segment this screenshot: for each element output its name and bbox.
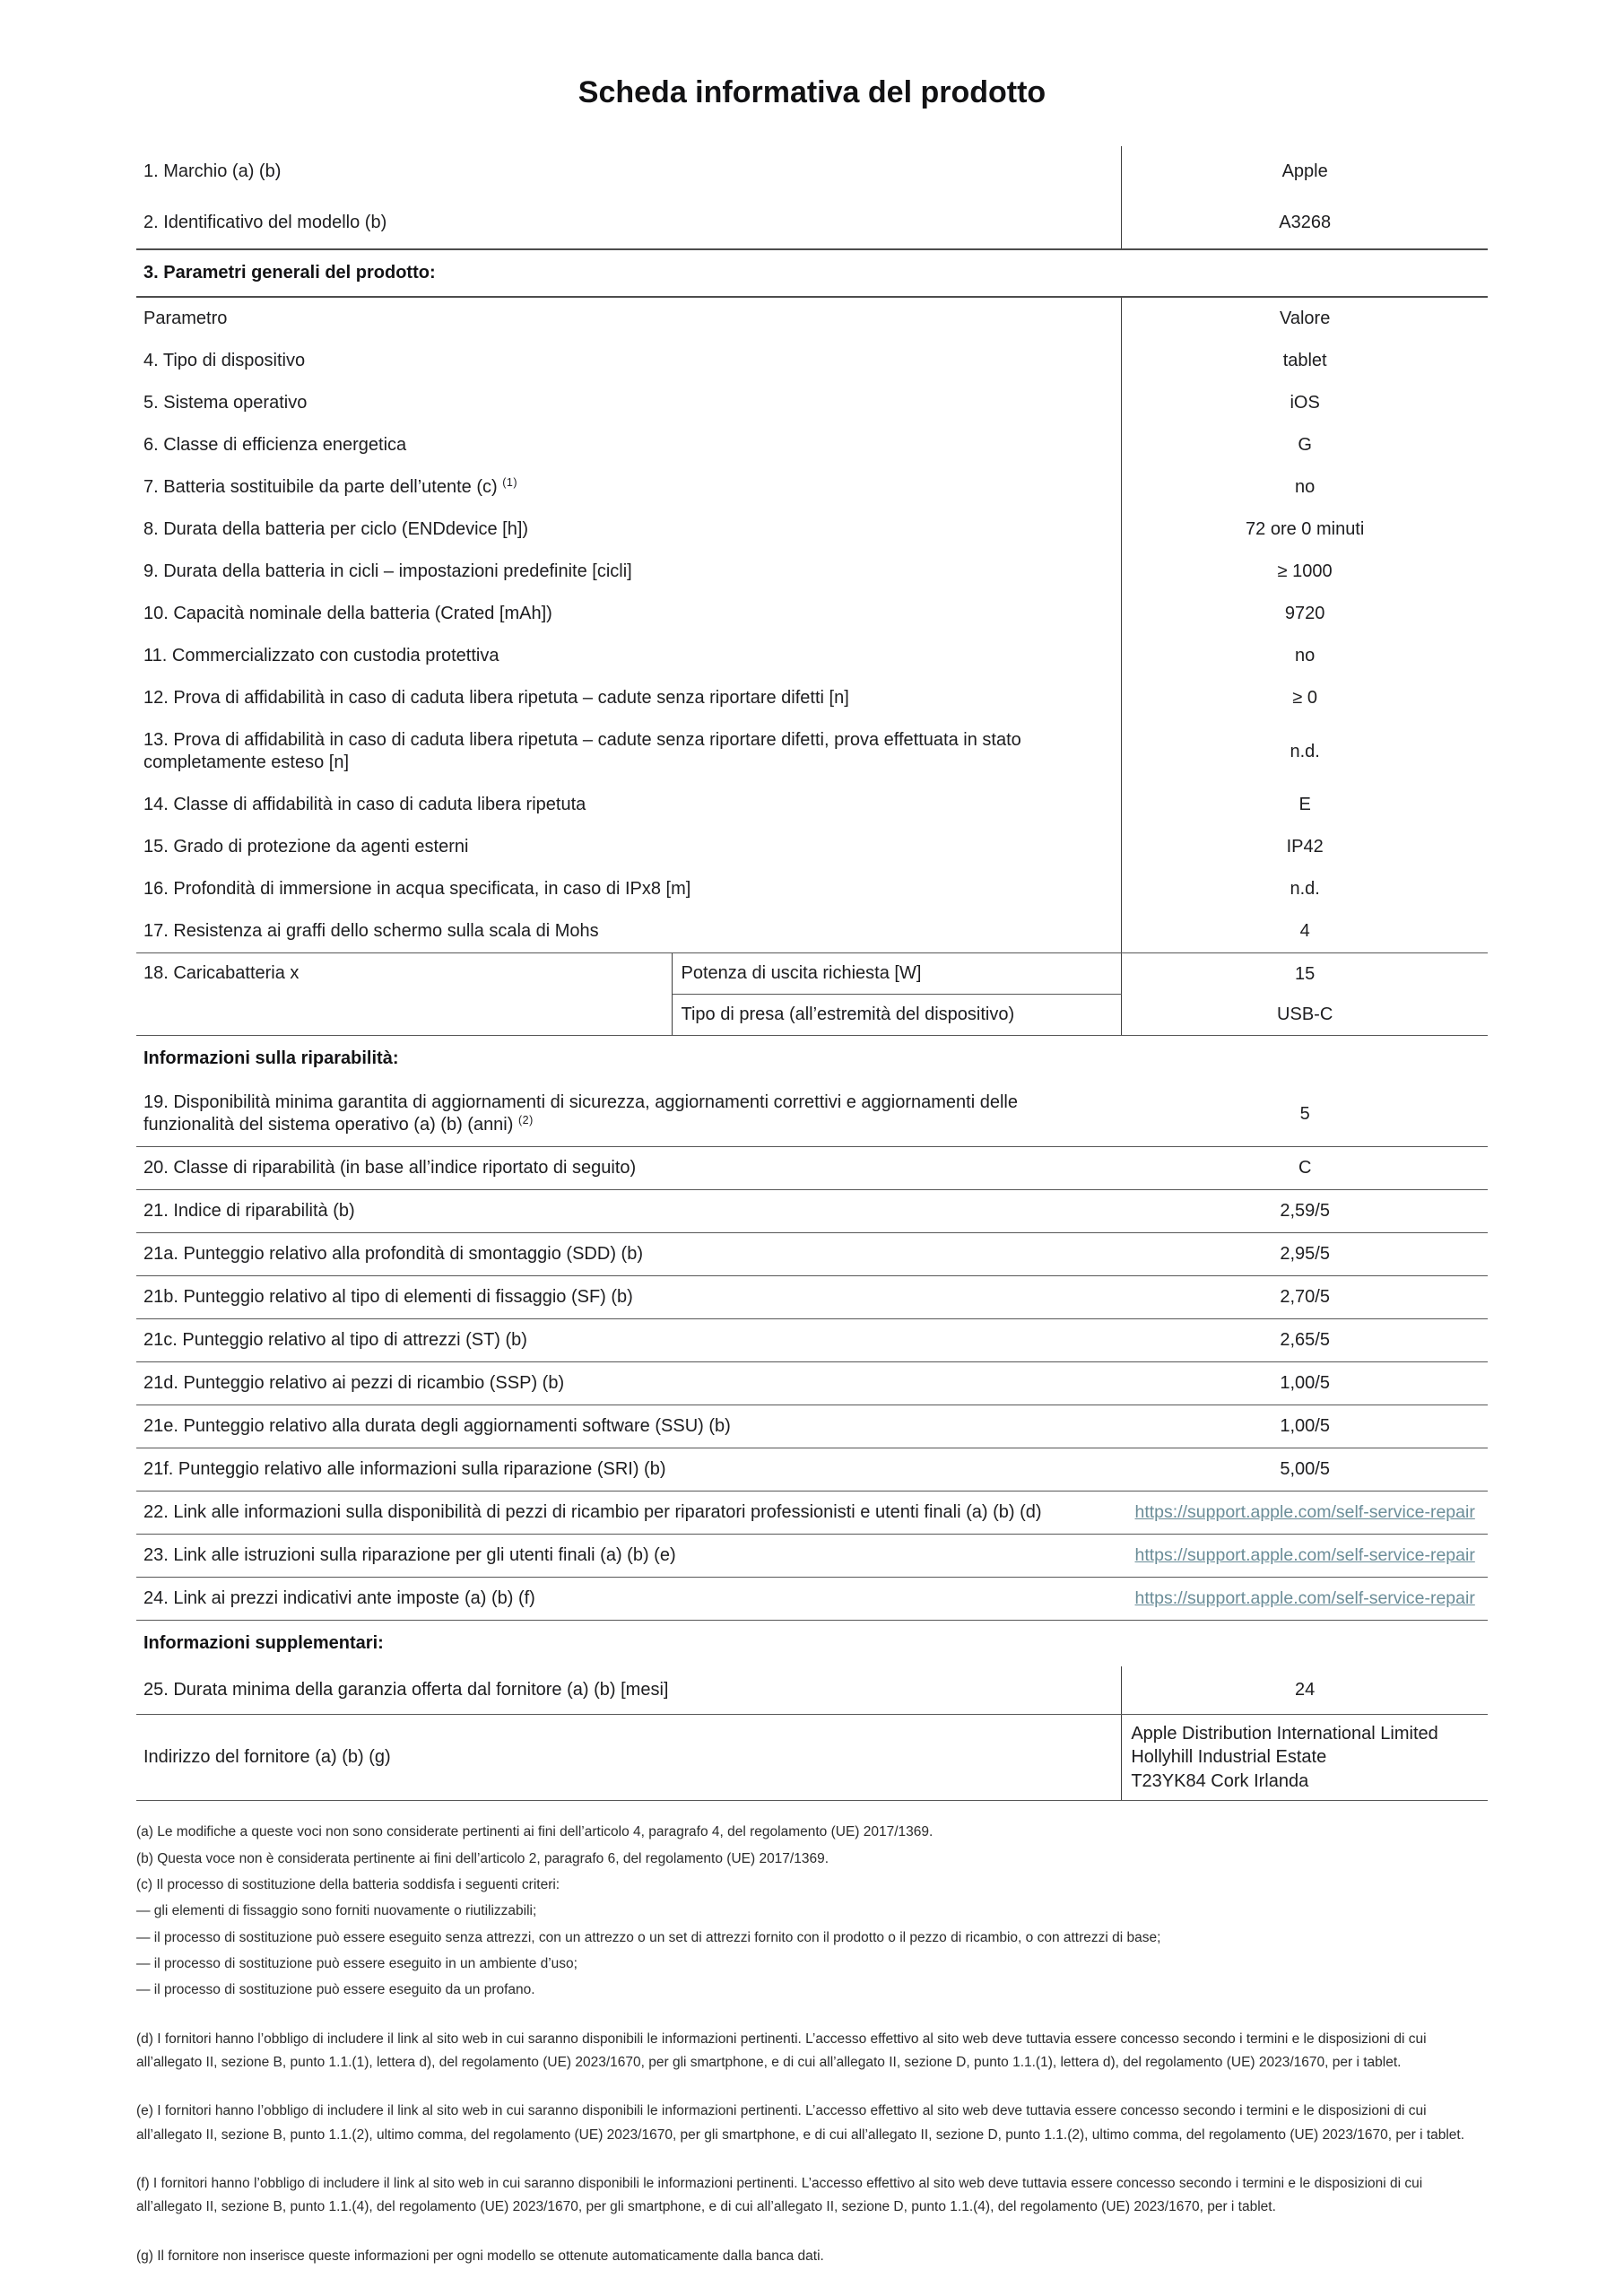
row-value: 2,59/5 [1280, 1201, 1330, 1221]
column-header-parameter: Parametro [136, 298, 1122, 340]
row-label: Indirizzo del fornitore (a) (b) (g) [136, 1715, 1122, 1800]
row-label: 21e. Punteggio relativo alla durata degli aggiornamenti software (SSU) (b) [143, 1416, 731, 1436]
footnote-c-item: — il processo di sostituzione può essere eseguito in un ambiente d’uso; [136, 1955, 578, 1971]
row-value: E [1298, 795, 1311, 814]
row-value: 2,65/5 [1280, 1330, 1330, 1350]
charger-row [136, 952, 1488, 1036]
table-row [136, 826, 1488, 868]
product-datasheet [136, 0, 1488, 2268]
charger-sub-value: 15 [1295, 963, 1316, 984]
section-heading-repairability: Informazioni sulla riparabilità: [143, 1048, 399, 1068]
footnote-ref-2: (2) [517, 1114, 534, 1126]
row-label: 20. Classe di riparabilità (in base all’indice riportato di seguito) [143, 1158, 637, 1178]
row-label: 15. Grado di protezione da agenti esterni [136, 826, 1122, 868]
row-label: 23. Link alle istruzioni sulla riparazione per gli utenti finali (a) (b) (e) [143, 1545, 676, 1565]
footnote-f: (f) I fornitori hanno l’obbligo di includere il link al sito web in cui saranno disponibili le informazioni pertinenti. L’accesso effettivo al sito web deve tuttavia essere concesso secondo i termini e le disposizioni di cui all’allegato II, sezione B, punto 1.1.(4), del regolamento (UE) 2023/1670, per gli smartphone, e di cui all’allegato II, sezione D, punto 1.1.(4), del regolamento (UE) 2023/1670, per i tablet. [136, 2175, 1423, 2215]
supplier-address-line: Hollyhill Industrial Estate [1131, 1747, 1327, 1768]
table-row [136, 466, 1488, 509]
table-row [136, 146, 1488, 197]
footnote-b: (b) Questa voce non è considerata pertinente ai fini dell’articolo 2, paragrafo 6, del regolamento (UE) 2017/1369. [136, 1850, 829, 1866]
supplier-address-line: Apple Distribution International Limited [1131, 1724, 1438, 1744]
table-row [136, 1233, 1488, 1276]
row-label: 21f. Punteggio relativo alle informazioni sulla riparazione (SRI) (b) [143, 1459, 666, 1479]
row-value [1122, 1535, 1488, 1577]
row-value: 1,00/5 [1280, 1373, 1330, 1393]
row-value: 1,00/5 [1280, 1416, 1330, 1436]
spare-parts-availability-link[interactable]: https://support.apple.com/self-service-repair [1134, 1502, 1475, 1522]
table-row [136, 382, 1488, 424]
row-value: C [1298, 1158, 1312, 1178]
footnote-e: (e) I fornitori hanno l’obbligo di includere il link al sito web in cui saranno disponibili le informazioni pertinenti. L’accesso effettivo al sito web deve tuttavia essere concesso secondo i termini e le disposizioni di cui all’allegato II, sezione B, punto 1.1.(2), ultimo comma, del regolamento (UE) 2023/1670, per gli smartphone, e di cui all’allegato II, sezione D, punto 1.1.(2), ultimo comma, del regolamento (UE) 2023/1670, per i tablet. [136, 2103, 1465, 2143]
row-value: 24 [1295, 1680, 1316, 1700]
row-label: 13. Prova di affidabilità in caso di caduta libera ripetuta – cadute senza riportare difetti, prova effettuata in stato completamente esteso [n] [136, 719, 1122, 784]
row-value [1122, 1492, 1488, 1534]
table-row [136, 340, 1488, 382]
supplementary-table [136, 1666, 1488, 1801]
row-label: 12. Prova di affidabilità in caso di caduta libera ripetuta – cadute senza riportare difetti [n] [136, 677, 1122, 719]
row-label: 16. Profondità di immersione in acqua specificata, in caso di IPx8 [m] [136, 868, 1122, 910]
charger-sub-label: Tipo di presa (all’estremità del dispositivo) [673, 995, 1123, 1035]
table-row [136, 1082, 1488, 1147]
table-row [136, 593, 1488, 635]
supplier-address-row [136, 1715, 1488, 1801]
footnote-c-item: — il processo di sostituzione può essere eseguito da un profano. [136, 1982, 535, 1998]
footnote-c-item: — gli elementi di fissaggio sono forniti nuovamente o riutilizzabili; [136, 1903, 537, 1919]
row-label: 10. Capacità nominale della batteria (Crated [mAh]) [136, 593, 1122, 635]
footnotes [136, 1801, 1488, 2268]
row-label: 21d. Punteggio relativo ai pezzi di ricambio (SSP) (b) [143, 1373, 565, 1393]
table-row [136, 1492, 1488, 1535]
table-row [136, 1147, 1488, 1190]
footnote-g: (g) Il fornitore non inserisce queste informazioni per ogni modello se ottenute automaticamente dalla banca dati. [136, 2248, 824, 2264]
row-value: 5,00/5 [1280, 1459, 1330, 1479]
charger-sub-label: Potenza di uscita richiesta [W] [673, 953, 1123, 995]
row-label: 1. Marchio (a) (b) [136, 146, 1122, 197]
row-value: no [1295, 646, 1316, 665]
indicative-prices-link[interactable]: https://support.apple.com/self-service-repair [1134, 1588, 1475, 1608]
row-label: 21. Indice di riparabilità (b) [143, 1201, 355, 1221]
table-row [136, 424, 1488, 466]
warranty-row [136, 1666, 1488, 1715]
row-value: iOS [1290, 393, 1320, 413]
row-value [1122, 1578, 1488, 1620]
row-value: n.d. [1290, 879, 1320, 899]
table-row [136, 1319, 1488, 1362]
row-label: 9. Durata della batteria in cicli – impostazioni predefinite [cicli] [136, 551, 1122, 593]
repair-instructions-link[interactable]: https://support.apple.com/self-service-repair [1134, 1545, 1475, 1565]
row-label: 11. Commercializzato con custodia protettiva [136, 635, 1122, 677]
row-label: 22. Link alle informazioni sulla disponibilità di pezzi di ricambio per riparatori professionisti e utenti finali (a) (b) (d) [143, 1502, 1042, 1522]
row-value: 4 [1299, 921, 1310, 941]
page-title: Scheda informativa del prodotto [578, 75, 1046, 109]
row-label: 19. Disponibilità minima garantita di aggiornamenti di sicurezza, aggiornamenti correttivi e aggiornamenti delle funzionalità del sistema operativo (a) (b) (anni) $^{(2)}$ [143, 1092, 1018, 1135]
row-value: IP42 [1286, 837, 1324, 857]
supplier-address-line: T23YK84 Cork Irlanda [1131, 1770, 1309, 1791]
table-row [136, 1578, 1488, 1621]
table-row [136, 910, 1488, 952]
row-label: 17. Resistenza ai graffi dello schermo sulla scala di Mohs [136, 910, 1122, 952]
table-row [136, 1362, 1488, 1405]
row-label: 2. Identificativo del modello (b) [136, 197, 1122, 248]
table-row [136, 1535, 1488, 1578]
table-row [136, 551, 1488, 593]
column-header-value: Valore [1280, 309, 1331, 328]
supplier-address [1122, 1715, 1488, 1800]
row-value: 2,70/5 [1280, 1287, 1330, 1307]
row-value: G [1298, 435, 1312, 455]
footnote-d: (d) I fornitori hanno l’obbligo di includere il link al sito web in cui saranno disponibili le informazioni pertinenti. L’accesso effettivo al sito web deve tuttavia essere concesso secondo i termini e le disposizioni di cui all’allegato II, sezione B, punto 1.1.(1), lettera d), del regolamento (UE) 2023/1670, per gli smartphone, e di cui all’allegato II, sezione D, punto 1.1.(1), lettera d), del regolamento (UE) 2023/1670, per i tablet. [136, 2031, 1427, 2070]
row-label: 5. Sistema operativo [136, 382, 1122, 424]
row-value: 72 ore 0 minuti [1246, 519, 1365, 539]
table-row [136, 1190, 1488, 1233]
general-parameters-table [136, 298, 1488, 952]
footnote-c: (c) Il processo di sostituzione della batteria soddisfa i seguenti criteri: [136, 1876, 560, 1892]
section-heading-general: 3. Parametri generali del prodotto: [136, 250, 1488, 298]
table-row [136, 1276, 1488, 1319]
row-label: 24. Link ai prezzi indicativi ante imposte (a) (b) (f) [143, 1588, 535, 1608]
table-row [136, 868, 1488, 910]
table-row [136, 677, 1488, 719]
table-row [136, 719, 1488, 784]
row-value: 5 [1299, 1103, 1310, 1124]
row-label: 25. Durata minima della garanzia offerta dal fornitore (a) (b) [mesi] [136, 1666, 1122, 1714]
row-value: A3268 [1279, 213, 1332, 232]
table-row [136, 784, 1488, 826]
row-label: 21c. Punteggio relativo al tipo di attrezzi (ST) (b) [143, 1330, 527, 1350]
column-header-row [136, 298, 1488, 340]
section-heading-supplementary: Informazioni supplementari: [143, 1633, 384, 1653]
row-label: 7. Batteria sostituibile da parte dell’utente (c) $^{(1)}$ [136, 466, 1122, 509]
row-label: 14. Classe di affidabilità in caso di caduta libera ripetuta [136, 784, 1122, 826]
row-label: 18. Caricabatteria x [136, 953, 673, 1035]
table-row [136, 509, 1488, 551]
row-value: 9720 [1284, 604, 1325, 623]
row-value: ≥ 1000 [1277, 561, 1333, 581]
row-label: 8. Durata della batteria per ciclo (ENDdevice [h]) [136, 509, 1122, 551]
brand-model-table [136, 146, 1488, 250]
footnote-a: (a) Le modifiche a queste voci non sono considerate pertinenti ai fini dell’articolo 4, paragrafo 4, del regolamento (UE) 2017/1369. [136, 1824, 934, 1840]
charger-sub-value: USB-C [1277, 1004, 1333, 1024]
row-value: no [1295, 477, 1316, 497]
row-label: 21b. Punteggio relativo al tipo di elementi di fissaggio (SF) (b) [143, 1287, 633, 1307]
row-value: n.d. [1290, 741, 1320, 761]
repairability-table [136, 1082, 1488, 1621]
row-value: ≥ 0 [1292, 688, 1317, 708]
row-value: 2,95/5 [1280, 1244, 1330, 1264]
table-row [136, 635, 1488, 677]
table-row [136, 1405, 1488, 1448]
row-label: 4. Tipo di dispositivo [136, 340, 1122, 382]
table-row [136, 197, 1488, 248]
row-label: 6. Classe di efficienza energetica [136, 424, 1122, 466]
row-value: Apple [1281, 161, 1328, 181]
row-label: 21a. Punteggio relativo alla profondità di smontaggio (SDD) (b) [143, 1244, 643, 1264]
row-value: tablet [1282, 351, 1327, 370]
table-row [136, 1448, 1488, 1492]
footnote-ref-1: (1) [502, 476, 518, 489]
footnote-c-item: — il processo di sostituzione può essere eseguito senza attrezzi, con un attrezzo o un set di attrezzi fornito con il prodotto o il pezzo di ricambio, o con attrezzi di base; [136, 1929, 1161, 1945]
